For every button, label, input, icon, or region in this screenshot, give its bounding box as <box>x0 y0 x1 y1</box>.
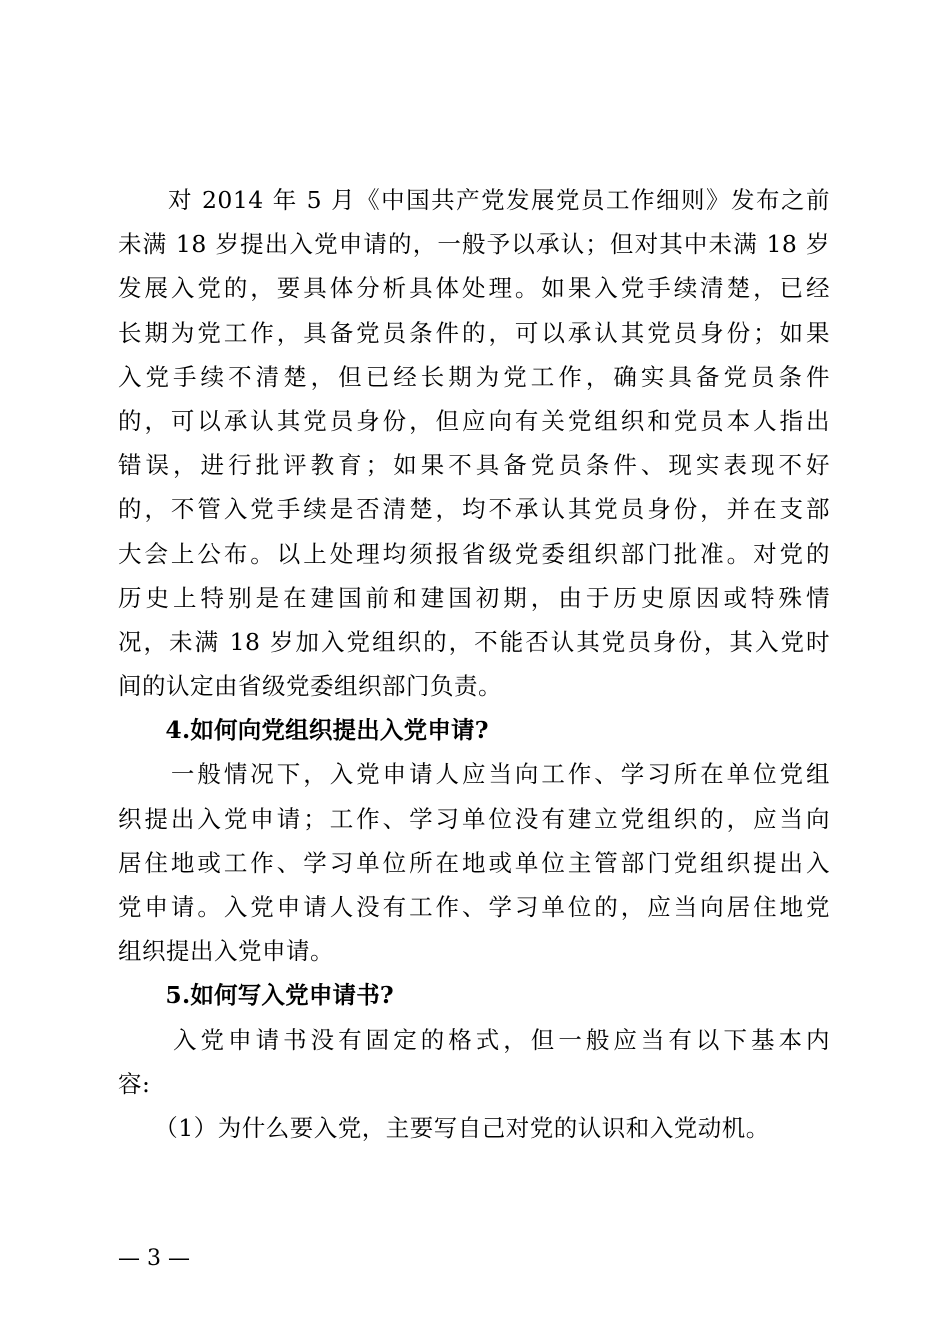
text-line: 大会上公布。以上处理均须报省级党委组织部门批准。对党的 <box>118 539 830 568</box>
text-line: 织提出入党申请；工作、学习单位没有建立党组织的，应当向 <box>118 804 830 833</box>
text-line: 对 2014 年 5 月《中国共产党发展党员工作细则》发布之前 <box>118 186 830 214</box>
section-heading: 5.如何写入党申请书? <box>118 981 394 1010</box>
text-line: 错误，进行批评教育；如果不具备党员条件、现实表现不好 <box>118 451 830 480</box>
text-line: 一般情况下，入党申请人应当向工作、学习所在单位党组 <box>118 760 830 789</box>
text-line: （1）为什么要入党，主要写自己对党的认识和入党动机。 <box>118 1113 770 1142</box>
page-number: — 3 — <box>118 1246 190 1271</box>
text-line: 发展入党的，要具体分析具体处理。如果入党手续清楚，已经 <box>118 274 830 303</box>
text-line: 入党申请书没有固定的格式，但一般应当有以下基本内 <box>118 1025 830 1054</box>
text-line: 居住地或工作、学习单位所在地或单位主管部门党组织提出入 <box>118 848 830 877</box>
text-line: 历史上特别是在建国前和建国初期，由于历史原因或特殊情 <box>118 583 830 612</box>
document-body <box>118 178 830 1150</box>
text-line: 未满 18 岁提出入党申请的，一般予以承认；但对其中未满 18 岁 <box>118 230 830 259</box>
text-line: 的，可以承认其党员身份，但应向有关党组织和党员本人指出 <box>118 406 830 435</box>
text-line: 间的认定由省级党委组织部门负责。 <box>118 672 502 701</box>
text-line: 况，未满 18 岁加入党组织的，不能否认其党员身份，其入党时 <box>118 627 830 656</box>
text-line: 入党手续不清楚，但已经长期为党工作，确实具备党员条件 <box>118 362 830 391</box>
text-line: 组织提出入党申请。 <box>118 937 334 966</box>
text-line: 长期为党工作，具备党员条件的，可以承认其党员身份；如果 <box>118 318 830 347</box>
text-line: 的，不管入党手续是否清楚，均不承认其党员身份，并在支部 <box>118 495 830 524</box>
text-line: 党申请。入党申请人没有工作、学习单位的，应当向居住地党 <box>118 893 830 921</box>
text-line: 容: <box>118 1069 151 1098</box>
section-heading: 4.如何向党组织提出入党申请? <box>118 716 489 745</box>
